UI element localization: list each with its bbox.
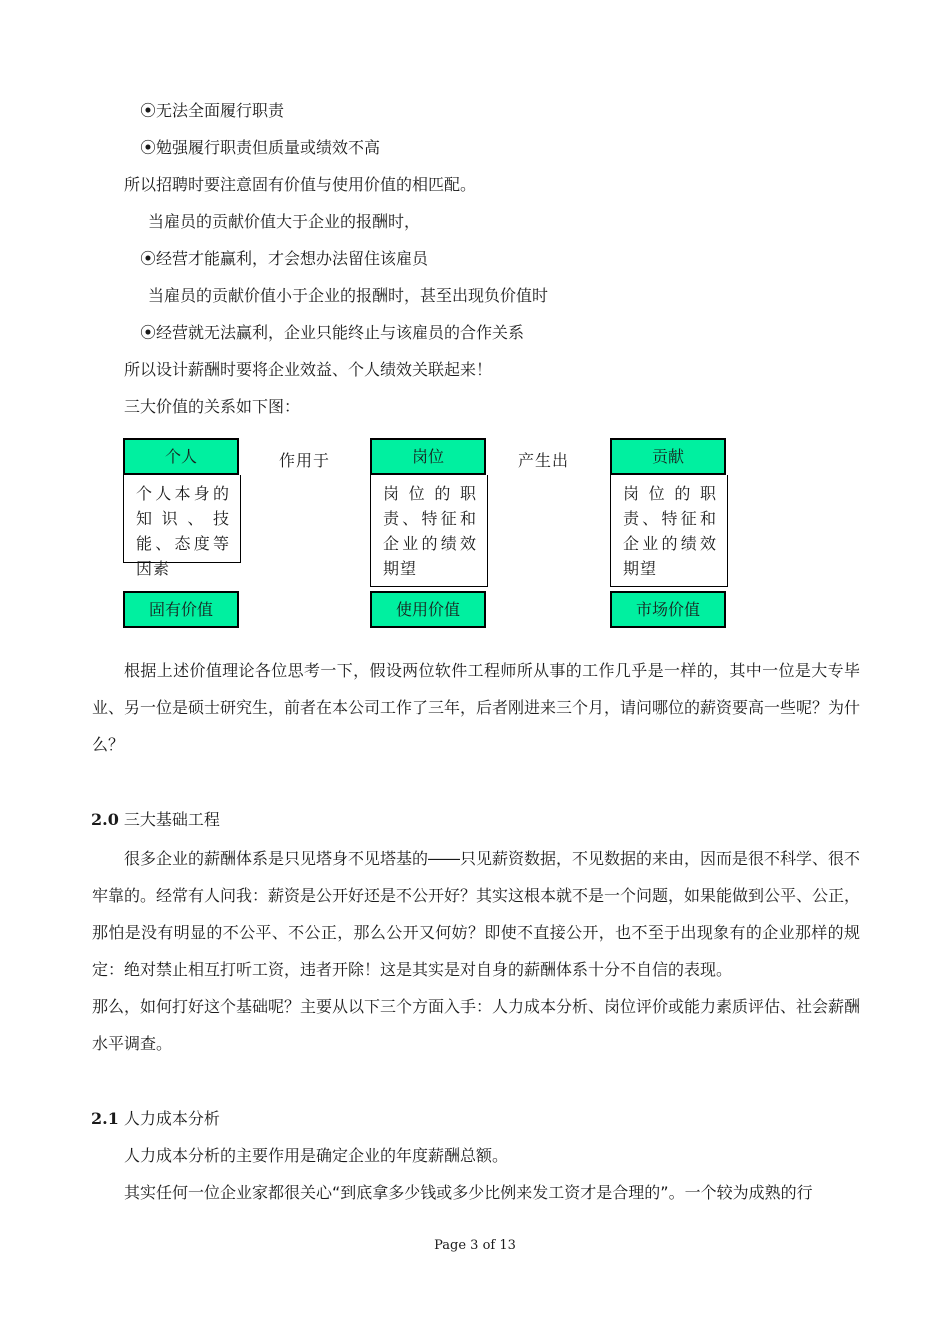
relation-label: 作用于 xyxy=(279,451,331,470)
section-heading-2-1 xyxy=(91,1109,220,1129)
box-foot-position: 使用价值 xyxy=(370,591,486,628)
box-head-contribution: 贡献 xyxy=(610,438,726,475)
box-foot-individual: 固有价值 xyxy=(123,591,239,628)
page-number: Page 3 of 13 xyxy=(434,1238,516,1253)
box-head-individual: 个人 xyxy=(123,438,239,475)
bullet-line: ⦿无法全面履行职责 xyxy=(140,101,285,120)
text-line: 三大价值的关系如下图： xyxy=(124,397,301,416)
section-heading-2-0 xyxy=(91,810,220,830)
bullet-line: ⦿经营才能赢利，才会想办法留住该雇员 xyxy=(140,249,429,268)
box-body-contribution: 岗位的职责、特征和企业的绩效期望 xyxy=(610,475,728,587)
box-body-individual: 个人本身的知识、技能、态度等因素 xyxy=(123,475,241,563)
text-line: 其实任何一位企业家都很关心“到底拿多少钱或多少比例来发工资才是合理的”。一个较为成熟的行 xyxy=(124,1183,813,1202)
section-paragraph: 那么，如何打好这个基础呢？主要从以下三个方面入手：人力成本分析、岗位评价或能力素质评估、社会薪酬水平调查。 xyxy=(92,997,861,1053)
text-line: 当雇员的贡献价值小于企业的报酬时，甚至出现负价值时 xyxy=(148,286,549,305)
question-paragraph: 根据上述价值理论各位思考一下，假设两位软件工程师所从事的工作几乎是一样的，其中一位是大专毕业、另一位是硕士研究生，前者在本公司工作了三年，后者刚进来三个月，请问哪位的薪资要高一些呢？为什么？ xyxy=(92,661,861,754)
section-title: 三大基础工程 xyxy=(118,810,220,829)
text-line: 人力成本分析的主要作用是确定企业的年度薪酬总额。 xyxy=(124,1146,509,1165)
box-body-position: 岗位的职责、特征和企业的绩效期望 xyxy=(370,475,488,587)
section-paragraph: 很多企业的薪酬体系是只见塔身不见塔基的――只见薪资数据，不见数据的来由，因而是很不科学、很不牢靠的。经常有人问我：薪资是公开好还是不公开好？其实这根本就不是一个问题，如果能做到公平、公正，那怕是没有明显的不公平、不公正，那么公开又何妨？即使不直接公开，也不至于出现象有的企业那样的规定：绝对禁止相互打听工资，违者开除！这是其实是对自身的薪酬体系十分不自信的表现。 xyxy=(92,849,861,979)
bullet-line: ⦿勉强履行职责但质量或绩效不高 xyxy=(140,138,381,157)
text-line: 所以设计薪酬时要将企业效益、个人绩效关联起来！ xyxy=(124,360,493,379)
text-line: 所以招聘时要注意固有价值与使用价值的相匹配。 xyxy=(124,175,477,194)
section-number: 2.1 xyxy=(91,1109,119,1128)
relation-label: 产生出 xyxy=(518,451,570,470)
text-line: 当雇员的贡献价值大于企业的报酬时， xyxy=(148,212,421,231)
bullet-line: ⦿经营就无法赢利，企业只能终止与该雇员的合作关系 xyxy=(140,323,525,342)
box-foot-contribution: 市场价值 xyxy=(610,591,726,628)
section-number: 2.0 xyxy=(91,810,119,829)
box-head-position: 岗位 xyxy=(370,438,486,475)
section-title: 人力成本分析 xyxy=(118,1109,220,1128)
